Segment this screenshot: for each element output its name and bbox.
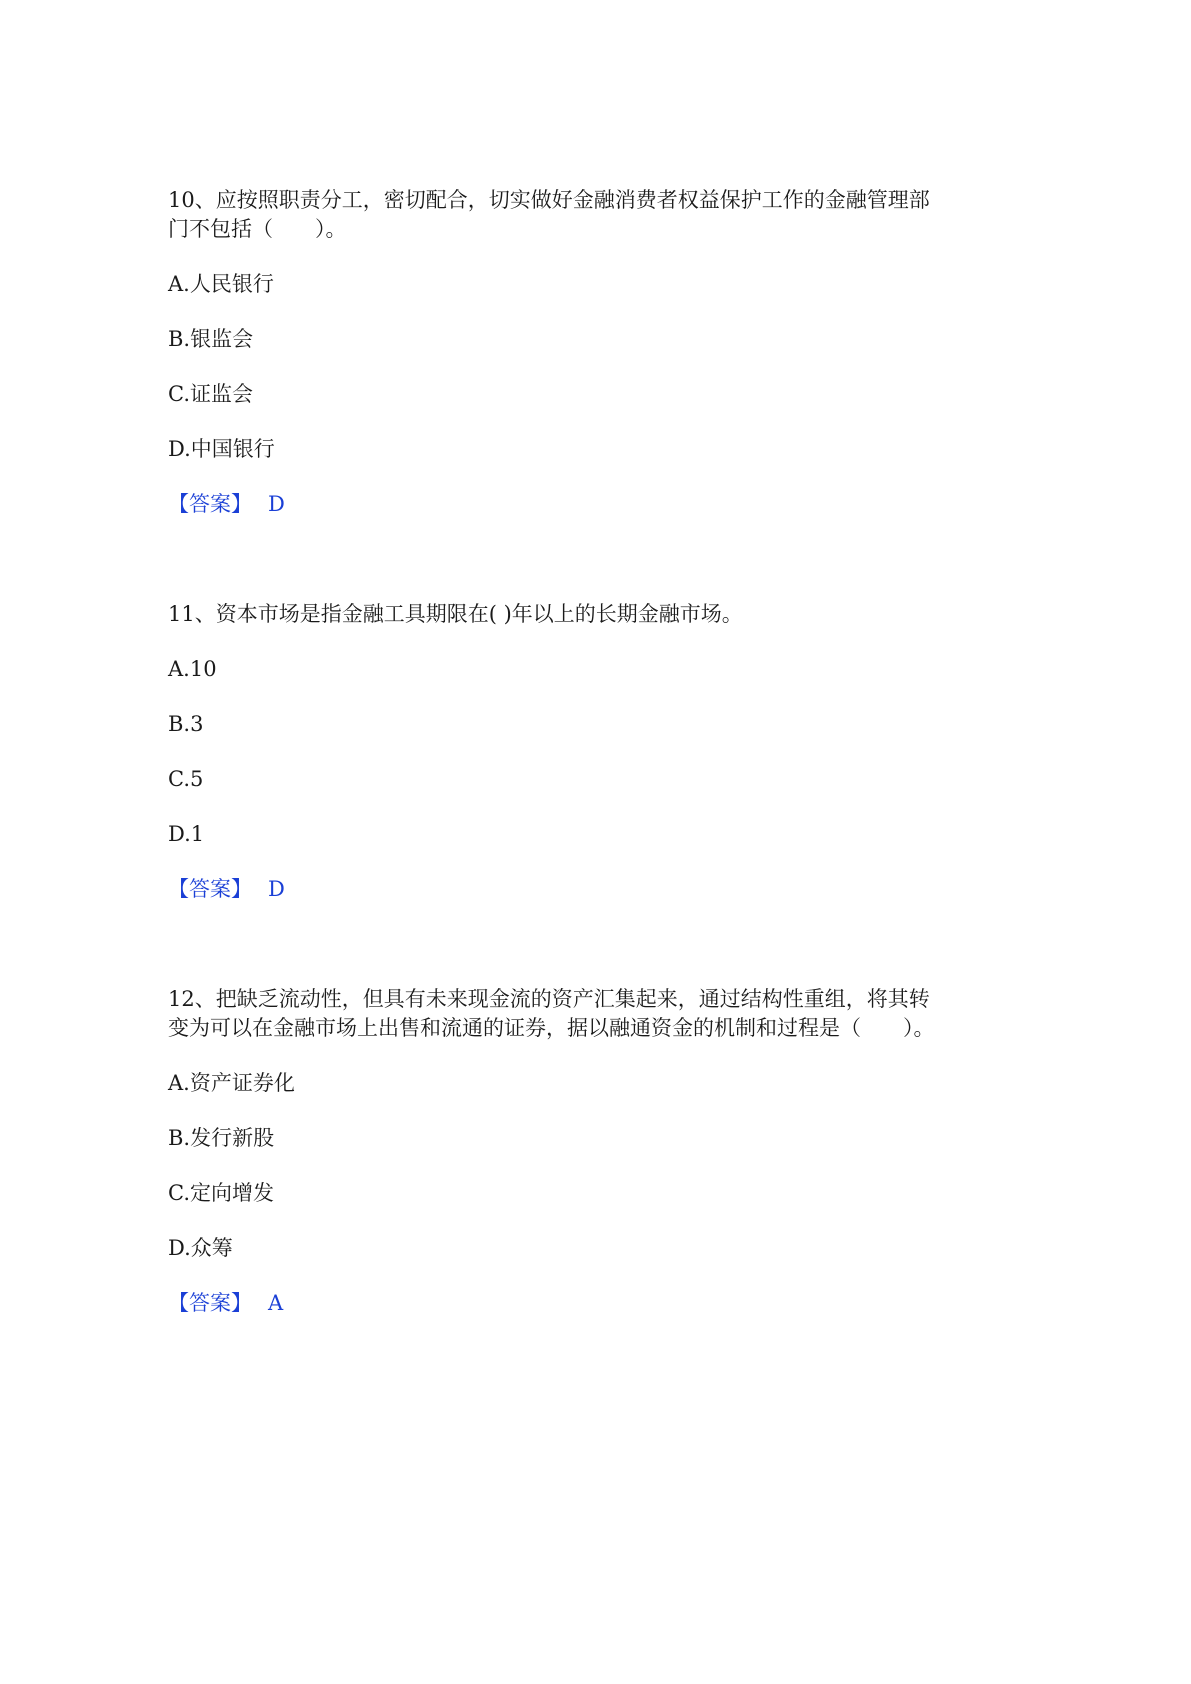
answer-value: A	[268, 1291, 284, 1315]
question-10	[168, 186, 938, 519]
question-11	[168, 600, 938, 904]
answer-value: D	[268, 877, 285, 901]
answer-label: 【答案】	[168, 1291, 252, 1315]
question-stem: 12、把缺乏流动性，但具有未来现金流的资产汇集起来，通过结构性重组，将其转变为可以在金融市场上出售和流通的证券，据以融通资金的机制和过程是（ ）。	[168, 987, 935, 1040]
option-b: B.3	[168, 712, 204, 736]
answer-label: 【答案】	[168, 877, 252, 901]
question-12	[168, 985, 938, 1318]
answer-label: 【答案】	[168, 492, 252, 516]
question-stem: 10、应按照职责分工，密切配合，切实做好金融消费者权益保护工作的金融管理部门不包括（ ）。	[168, 188, 930, 241]
option-d: D.众筹	[168, 1236, 233, 1260]
option-c: C.定向增发	[168, 1181, 274, 1205]
option-b: B.银监会	[168, 327, 254, 351]
answer-value: D	[268, 492, 285, 516]
option-d: D.1	[168, 822, 205, 846]
option-c: C.证监会	[168, 382, 253, 406]
option-a: A.10	[168, 657, 217, 681]
option-d: D.中国银行	[168, 437, 275, 461]
answer-line	[168, 1289, 938, 1318]
answer-line	[168, 490, 938, 519]
option-c: C.5	[168, 767, 204, 791]
question-stem: 11、资本市场是指金融工具期限在( )年以上的长期金融市场。	[168, 602, 743, 626]
answer-line	[168, 875, 938, 904]
option-a: A.人民银行	[168, 272, 274, 296]
option-a: A.资产证券化	[168, 1071, 295, 1095]
option-b: B.发行新股	[168, 1126, 275, 1150]
